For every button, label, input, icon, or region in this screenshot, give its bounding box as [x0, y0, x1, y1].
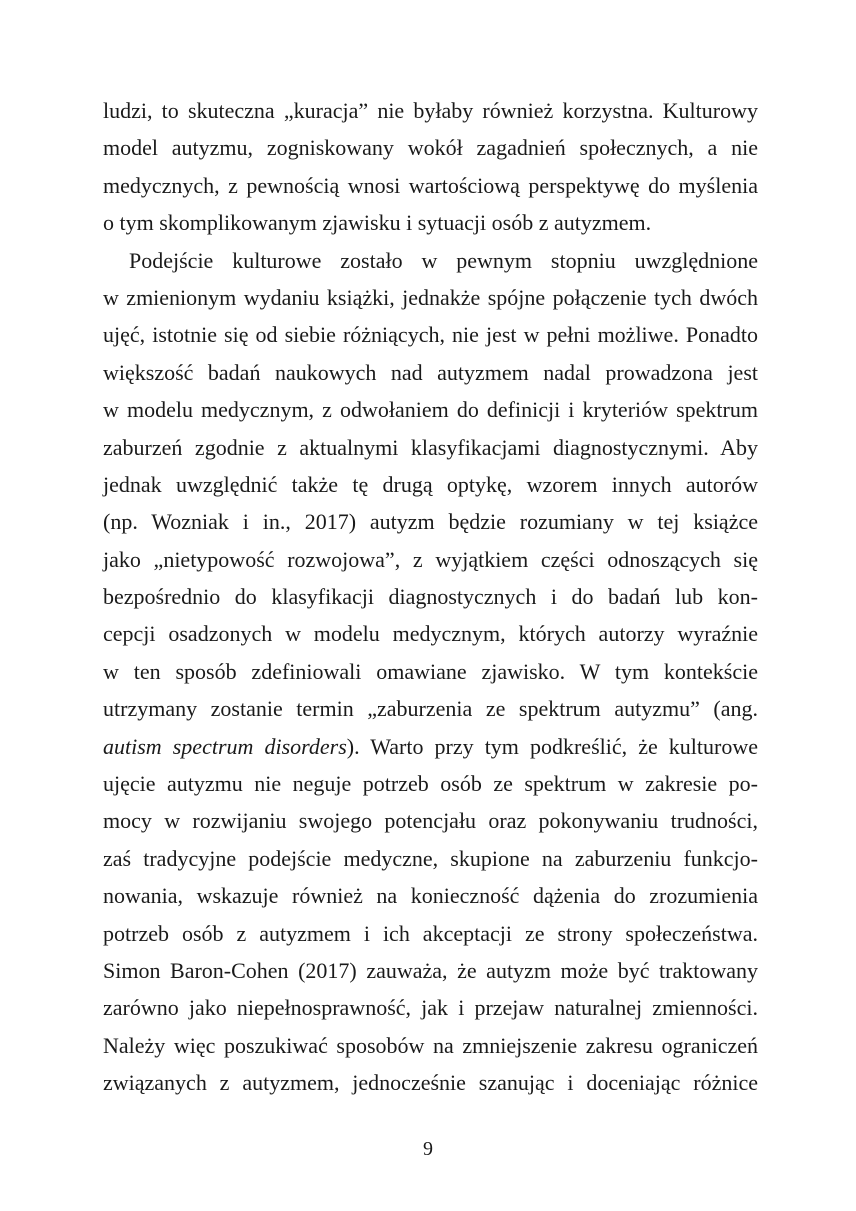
text-line: medycznych, z pewnością wnosi wartościową perspektywę do myślenia — [103, 172, 758, 198]
text-line: zarówno jako niepełnosprawność, jak i przejaw naturalnej zmienności. — [103, 995, 758, 1021]
text-line: Należy więc poszukiwać sposobów na zmniejszenie zakresu ograniczeń — [103, 1032, 758, 1058]
text-line: zaś tradycyjne podejście medyczne, skupione na zaburzeniu funkcjo- — [103, 845, 758, 871]
text-line: w modelu medycznym, z odwołaniem do definicji i kryteriów spektrum — [103, 397, 758, 423]
text-line: w ten sposób zdefiniowali omawiane zjawisko. W tym kontekście — [103, 658, 758, 684]
text-line: ludzi, to skuteczna „kuracja” nie byłaby również korzystna. Kulturowy — [103, 98, 758, 123]
page-number: 9 — [423, 1138, 433, 1160]
text-line: związanych z autyzmem, jednocześnie szanując i doceniając różnice — [103, 1070, 758, 1096]
text-line: utrzymany zostanie termin „zaburzenia ze spektrum autyzmu” (ang. — [103, 696, 758, 722]
text-line: w zmienionym wydaniu książki, jednakże spójne połączenie tych dwóch — [103, 284, 758, 310]
text-line: bezpośrednio do klasyfikacji diagnostycznych i do badań lub kon- — [103, 584, 758, 610]
text-line: ujęcie autyzmu nie neguje potrzeb osób ze spektrum w zakresie po- — [103, 771, 758, 797]
text-line — [103, 728, 758, 765]
text-line: Podejście kulturowe zostało w pewnym stopniu uwzględnione — [129, 247, 758, 273]
body-text — [103, 92, 758, 1102]
text-line: cepcji osadzonych w modelu medycznym, których autorzy wyraźnie — [103, 621, 758, 647]
text-line: jako „nietypowość rozwojowa”, z wyjątkiem części odnoszących się — [103, 546, 758, 572]
text-line: nowania, wskazuje również na konieczność dążenia do zrozumienia — [103, 883, 758, 909]
text-run: ). Warto przy tym podkreślić, że kulturowe — [346, 733, 758, 759]
text-line: większość badań naukowych nad autyzmem nadal prowadzona jest — [103, 359, 758, 385]
text-line: ujęć, istotnie się od siebie różniących, nie jest w pełni możliwe. Ponadto — [103, 322, 758, 348]
text-line: mocy w rozwijaniu swojego potencjału oraz pokonywaniu trudności, — [103, 808, 758, 834]
text-line: (np. Wozniak i in., 2017) autyzm będzie rozumiany w tej książce — [103, 509, 758, 535]
text-line: jednak uwzględnić także tę drugą optykę, wzorem innych autorów — [103, 471, 758, 497]
italic-term: autism spectrum disorders — [103, 733, 347, 759]
text-line: Simon Baron-Cohen (2017) zauważa, że autyzm może być traktowany — [103, 957, 758, 983]
text-line: potrzeb osób z autyzmem i ich akceptacji ze strony społeczeństwa. — [103, 920, 758, 946]
text-line: zaburzeń zgodnie z aktualnymi klasyfikacjami diagnostycznymi. Aby — [103, 434, 758, 460]
text-line: o tym skomplikowanym zjawisku i sytuacji osób z autyzmem. — [103, 210, 652, 236]
text-line: model autyzmu, zogniskowany wokół zagadnień społecznych, a nie — [103, 135, 758, 161]
